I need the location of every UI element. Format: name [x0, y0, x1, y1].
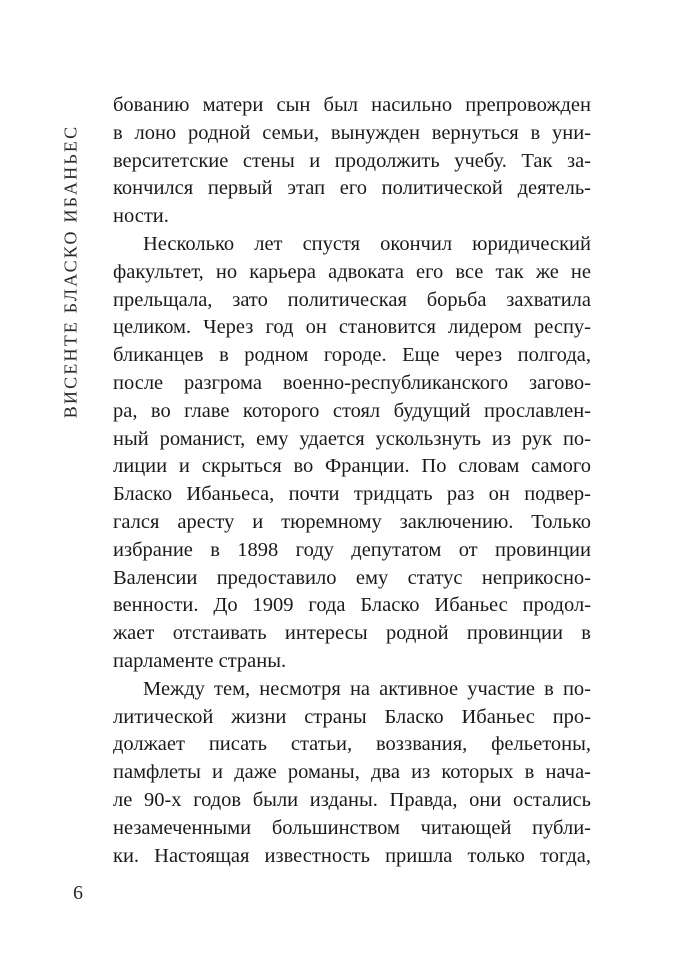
text-line: факультет, но карьера адвоката его все так же не: [113, 260, 591, 283]
text-line: после разгрома военно-республиканского загово-: [113, 371, 591, 394]
text-line: ности.: [113, 205, 169, 228]
text-line: жает отстаивать интересы родной провинции в: [113, 622, 591, 645]
text-line: ра, во главе которого стоял будущий прославлен-: [113, 399, 591, 422]
text-line: бованию матери сын был насильно препровожден: [113, 94, 591, 116]
running-head: [58, 104, 84, 439]
text-line: ле 90-х годов были изданы. Правда, они остались: [113, 788, 591, 811]
text-line: в лоно родной семьи, вынужден вернуться в уни-: [113, 121, 591, 144]
text-line: ный романист, ему удается ускользнуть из рук по-: [113, 427, 591, 450]
text-line: должает писать статьи, воззвания, фельетоны,: [113, 733, 591, 756]
text-line: целиком. Через год он становится лидером респу-: [113, 316, 591, 339]
text-line: избрание в 1898 году депутатом от провинции: [113, 538, 591, 561]
page-number: 6: [73, 882, 83, 904]
text-line: кончился первый этап его политической деятель-: [113, 177, 591, 200]
text-line: гался аресту и тюремному заключению. Только: [113, 510, 591, 533]
text-line: Валенсии предоставило ему статус неприкосно-: [113, 566, 591, 589]
text-line: Несколько лет спустя окончил юридический: [143, 232, 591, 255]
body-text: [113, 92, 591, 870]
text-line: лиции и скрыться во Франции. По словам самого: [113, 455, 591, 478]
text-line: литической жизни страны Бласко Ибаньес про-: [113, 705, 591, 728]
running-head-text: ВИСЕНТЕ БЛАСКО ИБАНЬЕС: [60, 124, 81, 419]
text-line: Бласко Ибаньеса, почти тридцать раз он подвер-: [113, 483, 591, 506]
text-line: верситетские стены и продолжить учебу. Так за-: [113, 149, 591, 172]
text-line: венности. До 1909 года Бласко Ибаньес продол-: [113, 594, 591, 617]
text-line: ки. Настоящая известность пришла только тогда,: [113, 844, 591, 867]
text-line: бликанцев в родном городе. Еще через полгода,: [113, 344, 591, 367]
text-line: Между тем, несмотря на активное участие в по-: [143, 677, 591, 700]
text-line: незамеченными большинством читающей публи-: [113, 816, 591, 839]
text-line: памфлеты и даже романы, два из которых в нача-: [113, 761, 591, 784]
text-line: парламенте страны.: [113, 649, 287, 672]
text-line: прельщала, зато политическая борьба захватила: [113, 288, 591, 311]
